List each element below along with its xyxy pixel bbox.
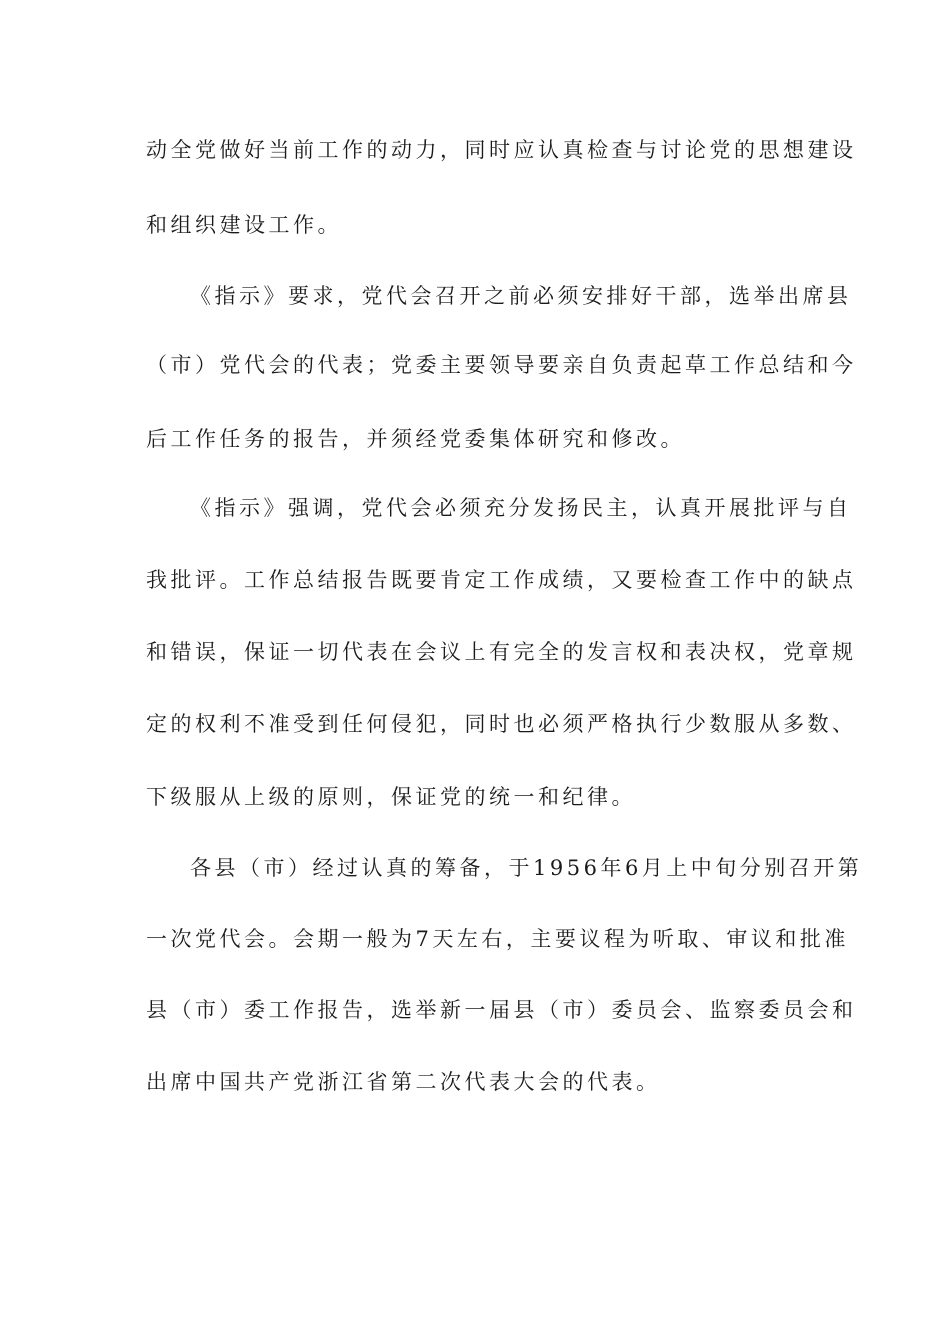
text-line: 后工作任务的报告，并须经党委集体研究和修改。 (146, 427, 685, 451)
text-line: 一次党代会。会期一般为7天左右，主要议程为听取、审议和批准 (146, 927, 849, 951)
text-line: 和组织建设工作。 (146, 213, 342, 237)
paragraph-start-line: 《指示》要求，党代会召开之前必须安排好干部，选举出席县 (190, 284, 852, 308)
text-line: 出席中国共产党浙江省第二次代表大会的代表。 (146, 1070, 661, 1094)
paragraph-start-line: 《指示》强调，党代会必须充分发扬民主，认真开展批评与自 (190, 496, 852, 520)
text-line: 定的权利不准受到任何侵犯，同时也必须严格执行少数服从多数、 (146, 712, 857, 736)
text-line: 动全党做好当前工作的动力，同时应认真检查与讨论党的思想建设 (146, 138, 857, 162)
paragraph-start-line: 各县（市）经过认真的筹备，于1956年6月上中旬分别召开第 (190, 856, 863, 880)
text-line: 下级服从上级的原则，保证党的统一和纪律。 (146, 785, 636, 809)
text-line: （市）党代会的代表；党委主要领导要亲自负责起草工作总结和今 (146, 353, 857, 377)
text-line: 县（市）委工作报告，选举新一届县（市）委员会、监察委员会和 (146, 998, 857, 1022)
text-line: 我批评。工作总结报告既要肯定工作成绩，又要检查工作中的缺点 (146, 568, 857, 592)
text-line: 和错误，保证一切代表在会议上有完全的发言权和表决权，党章规 (146, 640, 857, 664)
